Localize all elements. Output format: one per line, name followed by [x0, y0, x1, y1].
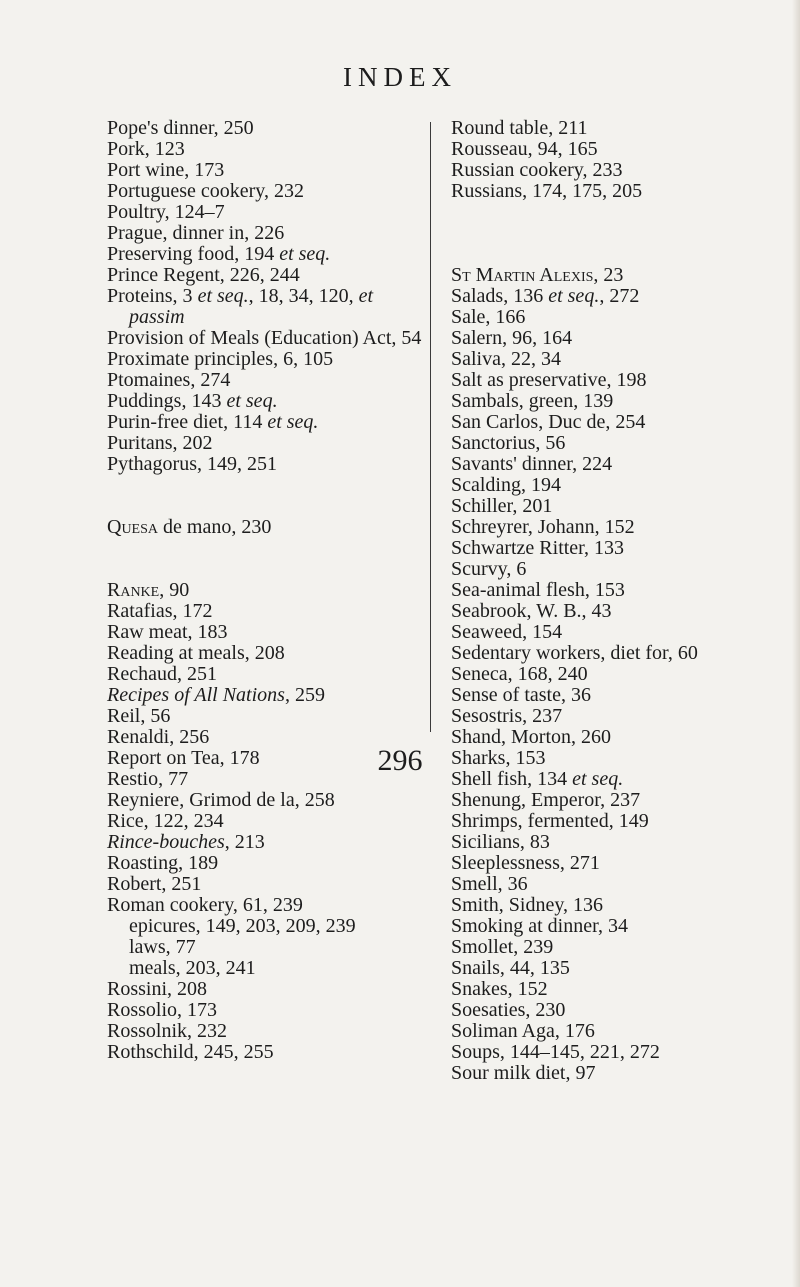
- entry-text: Sanctorius, 56: [451, 432, 566, 454]
- index-entry: [451, 139, 751, 160]
- entry-text: Soliman Aga, 176: [451, 1020, 595, 1042]
- entry-text: Smith, Sidney, 136: [451, 894, 604, 916]
- entry-text: Seaweed, 154: [451, 621, 563, 643]
- entry-text: Shand, Morton, 260: [451, 726, 611, 748]
- index-entry: [451, 517, 751, 538]
- entry-text: Puritans, 202: [107, 432, 213, 454]
- index-entry: [451, 664, 751, 685]
- index-column-right: [451, 118, 751, 1084]
- entry-text: Prince Regent, 226, 244: [107, 264, 300, 286]
- index-entry: [107, 265, 427, 286]
- index-entry: [451, 1063, 751, 1084]
- entry-text: Smollet, 239: [451, 936, 554, 958]
- index-entry: [451, 391, 751, 412]
- entry-text: San Carlos, Duc de, 254: [451, 411, 646, 433]
- entry-text: Rice, 122, 234: [107, 810, 224, 832]
- entry-text: Pope's dinner, 250: [107, 117, 254, 139]
- entry-text: de mano, 230: [158, 516, 272, 538]
- column-divider: [430, 122, 431, 732]
- entry-text: Raw meat, 183: [107, 621, 228, 643]
- index-entry: [451, 181, 751, 202]
- entry-text: Sharks, 153: [451, 747, 546, 769]
- index-entry: [107, 685, 427, 706]
- index-entry: [451, 895, 751, 916]
- italic-text: et seq.: [226, 390, 278, 412]
- entry-text: Shenung, Emperor, 237: [451, 789, 641, 811]
- entry-text: Snails, 44, 135: [451, 957, 570, 979]
- entry-text: Prague, dinner in, 226: [107, 222, 285, 244]
- entry-text: , 90: [159, 579, 190, 601]
- entry-text: Russian cookery, 233: [451, 159, 623, 181]
- entry-text: Salt as preservative, 198: [451, 369, 647, 391]
- entry-text: Sour milk diet, 97: [451, 1062, 596, 1084]
- entry-text: , 23: [593, 264, 624, 286]
- entry-text: Sambals, green, 139: [451, 390, 614, 412]
- italic-text: et seq.: [279, 243, 331, 265]
- entry-text: Round table, 211: [451, 117, 588, 139]
- entry-text: Soesaties, 230: [451, 999, 566, 1021]
- index-entry: [451, 370, 751, 391]
- index-entry: [451, 916, 751, 937]
- index-entry: [107, 706, 427, 727]
- index-entry: [107, 181, 427, 202]
- index-entry: [451, 1042, 751, 1063]
- index-entry: [451, 433, 751, 454]
- entry-text: Report on Tea, 178: [107, 747, 260, 769]
- entry-text: Soups, 144–145, 221, 272: [451, 1041, 660, 1063]
- index-entry: [107, 412, 427, 433]
- index-entry: [451, 475, 751, 496]
- entry-text: Pythagorus, 149, 251: [107, 453, 277, 475]
- index-entry: [107, 643, 427, 664]
- index-entry: [107, 1021, 427, 1042]
- entry-text: Schwartze Ritter, 133: [451, 537, 625, 559]
- index-entry: [451, 1000, 751, 1021]
- entry-text: Sicilians, 83: [451, 831, 550, 853]
- entry-text: Savants' dinner, 224: [451, 453, 613, 475]
- index-entry: [107, 202, 427, 223]
- entry-text: Proteins, 3: [107, 285, 198, 307]
- index-entry: [107, 433, 427, 454]
- entry-text: Reil, 56: [107, 705, 171, 727]
- entry-text: epicures, 149, 203, 209, 239: [129, 915, 356, 937]
- page-number: 296: [377, 744, 423, 777]
- index-entry: [451, 286, 751, 307]
- entry-text: Rousseau, 94, 165: [451, 138, 598, 160]
- index-entry: [107, 118, 427, 139]
- index-entry: [451, 874, 751, 895]
- entry-text: laws, 77: [129, 936, 196, 958]
- entry-text: Quesa: [107, 516, 159, 538]
- entry-text: Snakes, 152: [451, 978, 548, 1000]
- index-entry: [107, 1042, 427, 1063]
- index-column-left: [107, 118, 427, 1063]
- entry-text: Seneca, 168, 240: [451, 663, 588, 685]
- index-entry: [107, 580, 427, 601]
- index-entry: [451, 790, 751, 811]
- index-entry: [451, 1021, 751, 1042]
- index-entry: [451, 496, 751, 517]
- entry-text: , 18, 34, 120,: [248, 285, 359, 307]
- index-entry: [107, 391, 427, 412]
- index-subentry: [107, 937, 427, 958]
- index-heading: INDEX: [343, 62, 457, 92]
- index-entry: [451, 643, 751, 664]
- index-entry: [451, 349, 751, 370]
- index-entry: [451, 118, 751, 139]
- index-entry: [107, 979, 427, 1000]
- index-entry: [107, 1000, 427, 1021]
- entry-text: Puddings, 143: [107, 390, 227, 412]
- index-entry: [107, 244, 427, 265]
- entry-text: Rossolio, 173: [107, 999, 218, 1021]
- entry-text: Sea-animal flesh, 153: [451, 579, 625, 601]
- section-gap: [107, 475, 427, 517]
- index-entry: [107, 664, 427, 685]
- entry-text: Preserving food, 194: [107, 243, 280, 265]
- index-entry: [107, 328, 427, 349]
- index-entry: [451, 811, 751, 832]
- index-entry: [107, 895, 427, 916]
- index-entry: [107, 601, 427, 622]
- entry-text: Rechaud, 251: [107, 663, 217, 685]
- entry-text: Provision of Meals (Education) Act, 54: [107, 327, 422, 349]
- entry-text: Rossolnik, 232: [107, 1020, 228, 1042]
- entry-text: Schreyrer, Johann, 152: [451, 516, 635, 538]
- index-entry: [107, 517, 427, 538]
- entry-text: Sleeplessness, 271: [451, 852, 600, 874]
- entry-text: Roman cookery, 61, 239: [107, 894, 303, 916]
- entry-text: Shrimps, fermented, 149: [451, 810, 649, 832]
- index-entry: [451, 265, 751, 286]
- entry-text: Roasting, 189: [107, 852, 219, 874]
- entry-text: Pork, 123: [107, 138, 185, 160]
- index-entry: [451, 412, 751, 433]
- entry-text: Saliva, 22, 34: [451, 348, 561, 370]
- italic-text: et seq.: [548, 285, 600, 307]
- entry-text: Salern, 96, 164: [451, 327, 573, 349]
- entry-text: Smoking at dinner, 34: [451, 915, 628, 937]
- entry-text: Reyniere, Grimod de la, 258: [107, 789, 335, 811]
- entry-text: Ranke: [107, 579, 160, 601]
- entry-text: Sense of taste, 36: [451, 684, 591, 706]
- entry-text: Smell, 36: [451, 873, 528, 895]
- index-entry: [107, 790, 427, 811]
- italic-text: Recipes of All Nations: [107, 684, 285, 706]
- index-entry: [451, 832, 751, 853]
- entry-text: Salads, 136: [451, 285, 549, 307]
- entry-text: Proximate principles, 6, 105: [107, 348, 334, 370]
- index-entry: [107, 454, 427, 475]
- entry-text: Reading at meals, 208: [107, 642, 285, 664]
- index-entry: [107, 874, 427, 895]
- entry-text: Sesostris, 237: [451, 705, 563, 727]
- entry-text: Restio, 77: [107, 768, 189, 790]
- italic-text: et seq.: [572, 768, 624, 790]
- entry-text: Sale, 166: [451, 306, 526, 328]
- index-entry: [451, 853, 751, 874]
- index-entry: [451, 538, 751, 559]
- index-entry: [107, 139, 427, 160]
- index-entry: [451, 559, 751, 580]
- index-subentry: [107, 916, 427, 937]
- entry-text: meals, 203, 241: [129, 957, 256, 979]
- italic-text: et seq.: [197, 285, 249, 307]
- index-entry: [451, 979, 751, 1000]
- index-entry: [107, 853, 427, 874]
- index-entry: [107, 160, 427, 181]
- entry-text: Rothschild, 245, 255: [107, 1041, 274, 1063]
- index-entry: [107, 811, 427, 832]
- index-entry: [451, 601, 751, 622]
- index-entry: [451, 622, 751, 643]
- entry-text: Seabrook, W. B., 43: [451, 600, 612, 622]
- italic-text: et seq.: [267, 411, 319, 433]
- index-entry: [451, 706, 751, 727]
- index-entry: [451, 580, 751, 601]
- entry-text: Robert, 251: [107, 873, 202, 895]
- index-entry: [107, 832, 427, 853]
- entry-text: Poultry, 124–7: [107, 201, 225, 223]
- index-entry: [451, 685, 751, 706]
- entry-text: Port wine, 173: [107, 159, 225, 181]
- entry-text: Purin-free diet, 114: [107, 411, 268, 433]
- index-entry: [451, 328, 751, 349]
- index-entry: [451, 454, 751, 475]
- italic-text: et passim: [129, 285, 374, 328]
- entry-text: , 259: [284, 684, 325, 706]
- index-entry: [451, 160, 751, 181]
- entry-text: Russians, 174, 175, 205: [451, 180, 643, 202]
- page-edge-shadow: [792, 0, 800, 1287]
- entry-text: Ptomaines, 274: [107, 369, 231, 391]
- index-entry: [451, 958, 751, 979]
- entry-text: Rossini, 208: [107, 978, 208, 1000]
- italic-text: Rince-bouches: [107, 831, 225, 853]
- index-entry: [451, 937, 751, 958]
- entry-text: Scalding, 194: [451, 474, 561, 496]
- index-entry: [107, 223, 427, 244]
- section-gap: [451, 202, 751, 265]
- entry-text: Shell fish, 134: [451, 768, 573, 790]
- section-gap: [107, 538, 427, 580]
- entry-text: Scurvy, 6: [451, 558, 527, 580]
- index-entry: [107, 622, 427, 643]
- entry-text: , 272: [599, 285, 640, 307]
- entry-text: St Martin Alexis: [451, 264, 594, 286]
- entry-text: , 213: [224, 831, 265, 853]
- index-entry: [107, 370, 427, 391]
- index-entry: [107, 349, 427, 370]
- entry-text: Sedentary workers, diet for, 60: [451, 642, 698, 664]
- index-subentry: [107, 958, 427, 979]
- entry-text: Portuguese cookery, 232: [107, 180, 304, 202]
- entry-text: Renaldi, 256: [107, 726, 210, 748]
- index-entry: [451, 307, 751, 328]
- entry-text: Ratafias, 172: [107, 600, 213, 622]
- index-entry: [107, 286, 427, 328]
- entry-text: Schiller, 201: [451, 495, 553, 517]
